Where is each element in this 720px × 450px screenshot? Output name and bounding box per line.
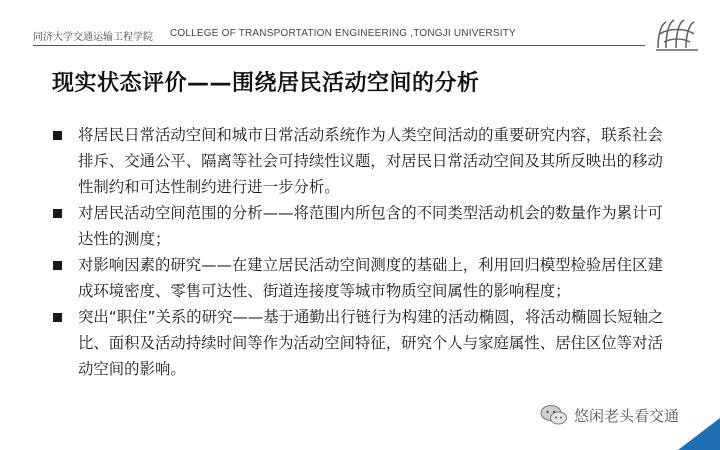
list-item [50, 252, 675, 304]
bullet-square-icon [53, 261, 62, 270]
bullet-text: 对居民活动空间范围的分析——将范围内所包含的不同类型活动机会的数量作为累计可达性的测度； [78, 204, 663, 248]
bullet-text: 突出“职住”关系的研究——基于通勤出行链行为构建的活动椭圆，将活动椭圆长短轴之比、面积及活动持续时间等作为活动空间特征，研究个人与家庭属性、居住区位等对活动空间的影响。 [78, 308, 664, 378]
bullet-square-icon [53, 209, 62, 218]
corner-decoration [678, 418, 720, 450]
bullet-text: 将居民日常活动空间和城市日常活动系统作为人类空间活动的重要研究内容，联系社会排斥、交通公平、隔离等社会可持续性议题，对居民日常活动空间及其所反映出的移动性制约和可达性制约进行进一步分析。 [78, 126, 663, 196]
university-logo-icon [652, 14, 702, 54]
list-item [50, 200, 675, 252]
bullet-list [50, 122, 675, 382]
school-name-en: COLLEGE OF TRANSPORTATION ENGINEERING ,TONGJI UNIVERSITY [170, 28, 516, 39]
wechat-icon [540, 404, 568, 426]
school-name-cn: 同济大学交通运输工程学院 [33, 32, 153, 43]
slide-title: 现实状态评价——围绕居民活动空间的分析 [52, 71, 480, 96]
watermark-text: 悠闲老头看交通 [574, 406, 680, 425]
page-header [0, 0, 720, 52]
header-divider [33, 45, 645, 46]
list-item [50, 304, 675, 382]
bullet-square-icon [53, 313, 62, 322]
bullet-square-icon [53, 131, 62, 140]
list-item [50, 122, 675, 200]
wechat-watermark [540, 404, 679, 426]
bullet-text: 对影响因素的研究——在建立居民活动空间测度的基础上，利用回归模型检验居住区建成环境密度、零售可达性、街道连接度等城市物质空间属性的影响程度； [78, 256, 663, 300]
